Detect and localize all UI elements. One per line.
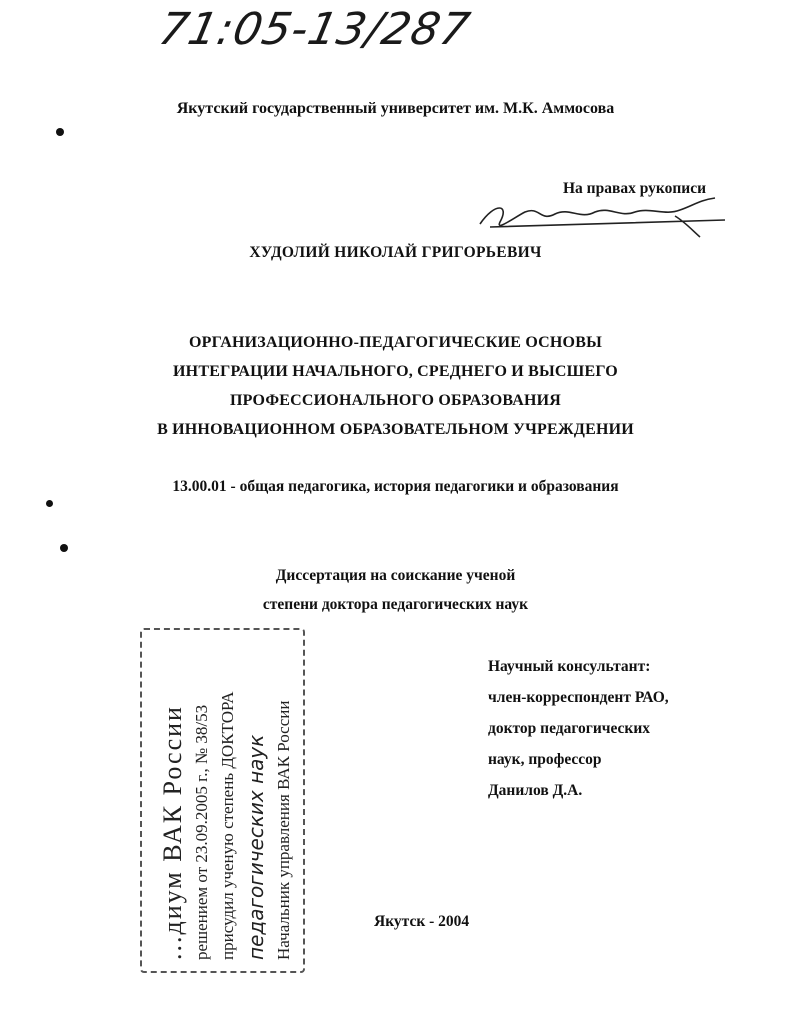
university-name: Якутский государственный университет им. М.К. Аммосова [176,100,615,117]
consultant-block [488,651,669,806]
catalog-number: 71:05-13/287 [154,4,475,55]
stamp-line: ...диум ВАК России [158,705,187,960]
title-line: В ИННОВАЦИОННОМ ОБРАЗОВАТЕЛЬНОМ УЧРЕЖДЕНИИ [157,421,634,438]
specialty-code: 13.00.01 - общая педагогика, история педагогики и образования [172,478,619,495]
punch-hole-mark [56,128,64,136]
punch-hole-mark [46,500,53,507]
degree-line: степени доктора педагогических наук [262,596,529,613]
consultant-line: Данилов Д.А. [488,782,583,799]
stamp-line: решением от 23.09.2005 г., № 38/53 [192,704,211,960]
stamp-line: присудил ученую степень ДОКТОРА [218,691,237,960]
consultant-line: наук, профессор [488,751,602,768]
title-line: ОРГАНИЗАЦИОННО-ПЕДАГОГИЧЕСКИЕ ОСНОВЫ [189,334,602,351]
consultant-line: член-корреспондент РАО, [488,689,669,706]
dissertation-title [0,328,791,444]
title-line: ПРОФЕССИОНАЛЬНОГО ОБРАЗОВАНИЯ [229,392,562,409]
degree-statement [0,561,791,619]
stamp-line: педагогических наук [244,734,268,960]
title-line: ИНТЕГРАЦИИ НАЧАЛЬНОГО, СРЕДНЕГО И ВЫСШЕГО [173,363,618,380]
author-signature [470,192,730,242]
author-name: ХУДОЛИЙ НИКОЛАЙ ГРИГОРЬЕВИЧ [249,244,542,261]
rights-notice: На правах рукописи [563,180,707,197]
consultant-line: Научный консультант: [488,658,651,675]
city-year: Якутск - 2004 [374,913,470,930]
punch-hole-mark [60,544,68,552]
vak-stamp [152,630,312,960]
degree-line: Диссертация на соискание ученой [275,567,516,584]
consultant-line: доктор педагогических [488,720,651,737]
stamp-line: Начальник управления ВАК России [274,700,293,960]
